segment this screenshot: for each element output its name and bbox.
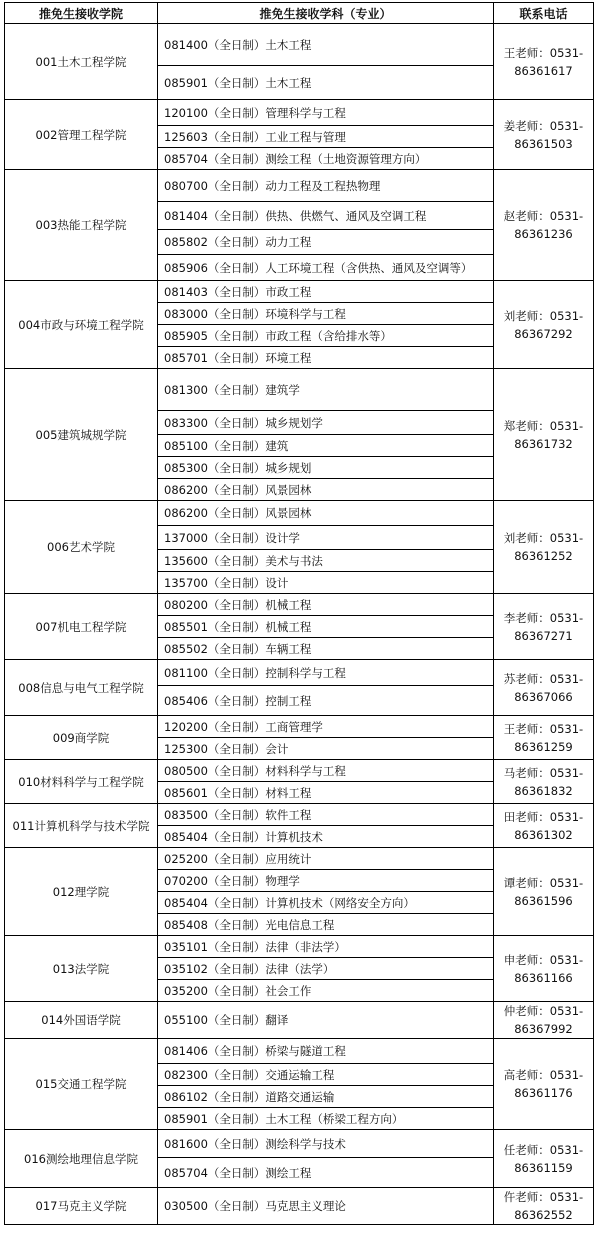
college-cell: 016测绘地理信息学院 [5, 1130, 158, 1188]
major-cell: 080200（全日制）机械工程 [158, 594, 494, 616]
major-cell: 025200（全日制）应用统计 [158, 848, 494, 870]
table-row [5, 1130, 594, 1158]
major-cell: 085901（全日制）土木工程（桥梁工程方向） [158, 1108, 494, 1130]
table-body [5, 24, 594, 1225]
college-cell: 009商学院 [5, 716, 158, 760]
major-cell: 081300（全日制）建筑学 [158, 369, 494, 411]
contact-cell [494, 281, 594, 369]
major-cell: 135600（全日制）美术与书法 [158, 550, 494, 572]
major-cell: 085408（全日制）光电信息工程 [158, 914, 494, 936]
college-cell: 007机电工程学院 [5, 594, 158, 660]
major-cell: 085802（全日制）动力工程 [158, 230, 494, 255]
table-row [5, 716, 594, 738]
college-cell: 005建筑城规学院 [5, 369, 158, 501]
contact-phone: 86361159 [514, 1160, 573, 1175]
header-college: 推免生接收学院 [5, 3, 158, 24]
college-cell: 008信息与电气工程学院 [5, 660, 158, 716]
contact-teacher: 郑老师：0531- [503, 418, 584, 433]
contact-teacher: 马老师：0531- [503, 765, 584, 780]
major-cell: 086200（全日制）风景园林 [158, 479, 494, 501]
major-cell: 085502（全日制）车辆工程 [158, 638, 494, 660]
major-cell: 085701（全日制）环境工程 [158, 347, 494, 369]
contact-cell [494, 1130, 594, 1188]
table-row [5, 848, 594, 870]
contact-teacher: 高老师：0531- [503, 1068, 584, 1082]
contact-cell [494, 100, 594, 170]
contact-cell [494, 24, 594, 100]
document-page [4, 2, 593, 1225]
major-cell: 125300（全日制）会计 [158, 738, 494, 760]
college-cell: 017马克主义学院 [5, 1188, 158, 1225]
contact-phone: 86362552 [514, 1208, 573, 1222]
contact-phone: 86361166 [514, 970, 573, 985]
major-cell: 035101（全日制）法律（非法学） [158, 936, 494, 958]
major-cell: 120200（全日制）工商管理学 [158, 716, 494, 738]
contact-teacher: 李老师：0531- [503, 610, 584, 625]
contact-cell [494, 660, 594, 716]
major-cell: 081400（全日制）土木工程 [158, 24, 494, 66]
contact-cell [494, 804, 594, 848]
college-cell: 015交通工程学院 [5, 1039, 158, 1130]
contact-phone: 86367292 [514, 326, 573, 341]
contact-phone: 86367992 [514, 1022, 573, 1036]
contact-phone: 86367271 [514, 628, 573, 643]
college-cell: 014外国语学院 [5, 1002, 158, 1039]
major-cell: 081404（全日制）供热、供燃气、通风及空调工程 [158, 202, 494, 230]
major-cell: 081403（全日制）市政工程 [158, 281, 494, 303]
table-row [5, 660, 594, 686]
contact-teacher: 田老师：0531- [503, 809, 584, 824]
contact-teacher: 申老师：0531- [503, 952, 584, 967]
contact-cell [494, 594, 594, 660]
table-row [5, 1188, 594, 1225]
college-cell: 004市政与环境工程学院 [5, 281, 158, 369]
contact-teacher: 王老师：0531- [503, 721, 584, 736]
major-cell: 085601（全日制）材料工程 [158, 782, 494, 804]
contact-phone: 86361259 [514, 739, 573, 754]
contact-phone: 86361236 [514, 227, 573, 241]
college-cell: 013法学院 [5, 936, 158, 1002]
major-cell: 055100（全日制）翻译 [158, 1002, 494, 1039]
table-row [5, 281, 594, 303]
major-cell: 083300（全日制）城乡规划学 [158, 411, 494, 435]
table-row [5, 100, 594, 126]
contact-cell [494, 1002, 594, 1039]
admission-table [4, 2, 594, 1225]
major-cell: 081600（全日制）测绘科学与技术 [158, 1130, 494, 1158]
contact-cell [494, 170, 594, 281]
contact-teacher: 任老师：0531- [503, 1142, 584, 1157]
table-row [5, 936, 594, 958]
major-cell: 085404（全日制）计算机技术（网络安全方向） [158, 892, 494, 914]
contact-cell [494, 501, 594, 594]
college-cell: 012理学院 [5, 848, 158, 936]
college-cell: 011计算机科学与技术学院 [5, 804, 158, 848]
college-cell: 010材料科学与工程学院 [5, 760, 158, 804]
college-cell: 003热能工程学院 [5, 170, 158, 281]
major-cell: 081406（全日制）桥梁与隧道工程 [158, 1039, 494, 1064]
major-cell: 135700（全日制）设计 [158, 572, 494, 594]
contact-phone: 86361832 [514, 783, 573, 798]
major-cell: 137000（全日制）设计学 [158, 526, 494, 550]
contact-teacher: 仲老师：0531- [503, 1004, 584, 1018]
major-cell: 035200（全日制）社会工作 [158, 980, 494, 1002]
college-cell: 006艺术学院 [5, 501, 158, 594]
contact-teacher: 苏老师：0531- [503, 671, 584, 686]
contact-phone: 86361596 [514, 893, 573, 908]
contact-cell [494, 369, 594, 501]
major-cell: 085300（全日制）城乡规划 [158, 457, 494, 479]
major-cell: 085406（全日制）控制工程 [158, 686, 494, 716]
table-row [5, 24, 594, 66]
major-cell: 035102（全日制）法律（法学） [158, 958, 494, 980]
contact-teacher: 王老师：0531- [503, 45, 584, 60]
major-cell: 085100（全日制）建筑 [158, 435, 494, 457]
major-cell: 120100（全日制）管理科学与工程 [158, 100, 494, 126]
table-header-row [5, 3, 594, 24]
contact-cell [494, 936, 594, 1002]
contact-phone: 86361617 [514, 63, 573, 78]
header-contact: 联系电话 [494, 3, 594, 24]
major-cell: 085404（全日制）计算机技术 [158, 826, 494, 848]
contact-cell [494, 848, 594, 936]
major-cell: 030500（全日制）马克思主义理论 [158, 1188, 494, 1225]
major-cell: 085704（全日制）测绘工程（土地资源管理方向） [158, 148, 494, 170]
major-cell: 082300（全日制）交通运输工程 [158, 1064, 494, 1086]
contact-cell [494, 760, 594, 804]
major-cell: 085704（全日制）测绘工程 [158, 1158, 494, 1188]
major-cell: 085905（全日制）市政工程（含给排水等） [158, 325, 494, 347]
major-cell: 081100（全日制）控制科学与工程 [158, 660, 494, 686]
table-row [5, 501, 594, 526]
table-row [5, 170, 594, 202]
major-cell: 083000（全日制）环境科学与工程 [158, 303, 494, 325]
contact-phone: 86361252 [514, 549, 573, 563]
table-row [5, 804, 594, 826]
major-cell: 085901（全日制）土木工程 [158, 66, 494, 100]
major-cell: 085501（全日制）机械工程 [158, 616, 494, 638]
header-major: 推免生接收学科（专业） [158, 3, 494, 24]
major-cell: 086102（全日制）道路交通运输 [158, 1086, 494, 1108]
major-cell: 085906（全日制）人工环境工程（含供热、通风及空调等） [158, 255, 494, 281]
contact-phone: 86361176 [514, 1086, 573, 1100]
contact-teacher: 赵老师：0531- [503, 209, 584, 223]
contact-phone: 86361732 [514, 436, 573, 451]
contact-phone: 86367066 [514, 689, 573, 704]
contact-phone: 86361302 [514, 827, 573, 842]
contact-cell [494, 716, 594, 760]
college-cell: 001土木工程学院 [5, 24, 158, 100]
contact-teacher: 谭老师：0531- [503, 875, 584, 890]
major-cell: 080700（全日制）动力工程及工程热物理 [158, 170, 494, 202]
contact-teacher: 仵老师：0531- [503, 1190, 584, 1204]
major-cell: 086200（全日制）风景园林 [158, 501, 494, 526]
college-cell: 002管理工程学院 [5, 100, 158, 170]
contact-phone: 86361503 [514, 136, 573, 151]
table-row [5, 760, 594, 782]
major-cell: 080500（全日制）材料科学与工程 [158, 760, 494, 782]
major-cell: 083500（全日制）软件工程 [158, 804, 494, 826]
major-cell: 125603（全日制）工业工程与管理 [158, 126, 494, 148]
contact-teacher: 刘老师：0531- [503, 531, 584, 545]
major-cell: 070200（全日制）物理学 [158, 870, 494, 892]
table-row [5, 1039, 594, 1064]
table-row [5, 369, 594, 411]
contact-cell [494, 1188, 594, 1225]
contact-cell [494, 1039, 594, 1130]
contact-teacher: 姜老师：0531- [503, 118, 584, 133]
contact-teacher: 刘老师：0531- [503, 308, 584, 323]
table-row [5, 594, 594, 616]
table-row [5, 1002, 594, 1039]
